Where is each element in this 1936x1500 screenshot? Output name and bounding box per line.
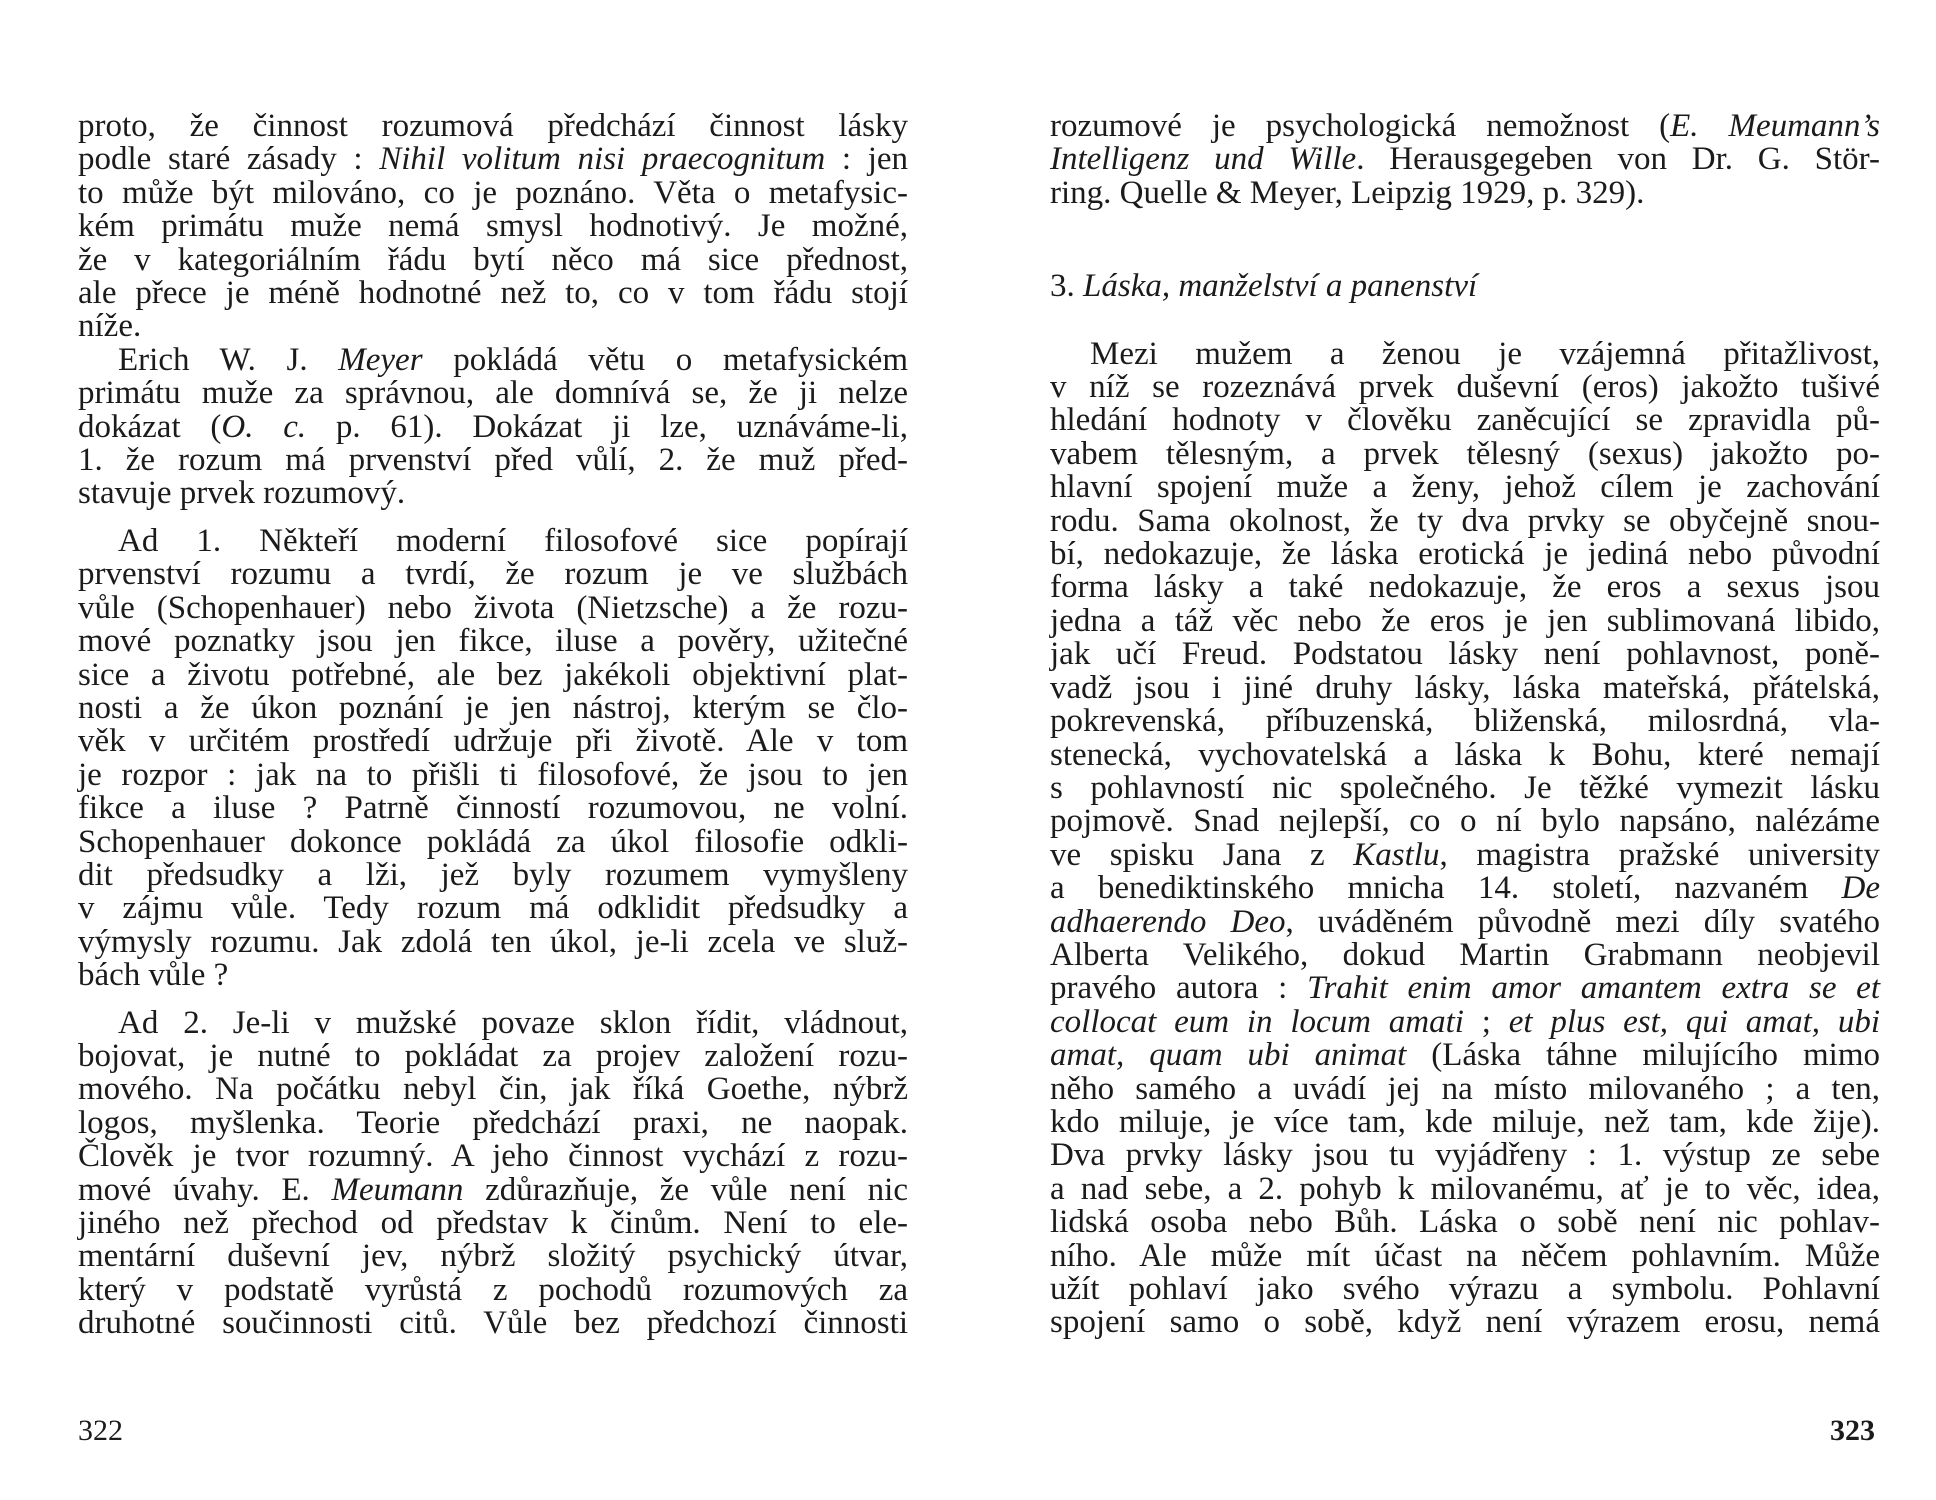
text-line: Mezi mužem a ženou je vzájemná přitažlivost,	[1090, 335, 1880, 372]
text-line: vabem tělesným, a prvek tělesný (sexus) jakožto po-	[1050, 435, 1880, 472]
text-line: amat, quam ubi animat (Láska táhne milujícího mimo	[1050, 1037, 1880, 1074]
text-line: Alberta Velikého, dokud Martin Grabmann neobjevil	[1050, 936, 1880, 973]
text-line: Intelligenz und Wille. Herausgegeben von Dr. G. Stör-	[1050, 141, 1880, 178]
text-line: ního. Ale může mít účast na něčem pohlavním. Může	[1050, 1237, 1880, 1274]
text-line: Schopenhauer dokonce pokládá za úkol filosofie odkli-	[78, 823, 908, 860]
text-line: v níž se rozeznává prvek duševní (eros) jakožto tušivé	[1050, 369, 1880, 406]
section-heading: 3. Láska, manželství a panenství	[1050, 268, 1478, 305]
text-line: 1. že rozum má prvenství před vůlí, 2. že muž před-	[78, 442, 908, 479]
text-line: je rozpor : jak na to přišli ti filosofové, že jsou to jen	[78, 756, 908, 793]
text-line: ale přece je méně hodnotné než to, co v tom řádu stojí	[78, 275, 908, 312]
text-line: ve spisku Jana z Kastlu, magistra pražské university	[1050, 836, 1880, 873]
text-line: stenecká, vychovatelská a láska k Bohu, které nemají	[1050, 736, 1880, 773]
page-number-left: 322	[78, 1414, 123, 1447]
text-line: lidská osoba nebo Bůh. Láska o sobě není nic pohlav-	[1050, 1204, 1880, 1241]
text-line: to může být milováno, co je poznáno. Věta o metafysic-	[78, 174, 908, 211]
text-line: bojovat, je nutné to pokládat za projev založení rozu-	[78, 1037, 908, 1074]
text-line: collocat eum in locum amati ; et plus est, qui amat, ubi	[1050, 1003, 1881, 1040]
text-line: primátu muže za správnou, ale domnívá se, že ji nelze	[78, 375, 908, 412]
text-line: pokrevenská, příbuzenská, bliženská, milosrdná, vla-	[1050, 703, 1880, 740]
text-line: mové úvahy. E. Meumann zdůrazňuje, že vůle není nic	[78, 1171, 908, 1208]
text-line: vadž jsou i jiné druhy lásky, láska mateřská, přátelská,	[1050, 669, 1880, 706]
text-line: kdo miluje, je více tam, kde miluje, než tam, kde žije).	[1050, 1103, 1880, 1140]
text-line: rozumové je psychologická nemožnost (E. Meumann’s	[1050, 108, 1880, 144]
text-line: něho samého a uvádí jej na místo milovaného ; a ten,	[1050, 1070, 1880, 1107]
text-line: pojmově. Snad nejlepší, co o ní bylo napsáno, nalézáme	[1050, 803, 1880, 840]
text-line: forma lásky a také nedokazuje, že eros a sexus jsou	[1050, 569, 1880, 606]
paragraph-gap	[1050, 304, 1880, 338]
page-number-right: 323	[1830, 1414, 1875, 1447]
text-line: který v podstatě vyrůstá z pochodů rozumových za	[78, 1271, 908, 1308]
text-line: bí, nedokazuje, že láska erotická je jediná nebo původní	[1050, 536, 1880, 573]
text-line: a nad sebe, a 2. pohyb k milovanému, ať je to věc, idea,	[1050, 1170, 1880, 1207]
text-line: výmysly rozumu. Jak zdolá ten úkol, je-li zcela ve služ-	[78, 923, 908, 960]
text-line: věk v určitém prostředí udržuje při životě. Ale v tom	[78, 723, 908, 760]
text-line: a benediktinského mnicha 14. století, nazvaném De	[1050, 870, 1880, 907]
paragraph-gap	[1050, 210, 1880, 270]
text-line: adhaerendo Deo, uváděném původně mezi díly svatého	[1050, 903, 1881, 940]
text-line: vůle (Schopenhauer) nebo života (Nietzsche) a že rozu-	[78, 589, 908, 626]
left-page	[78, 110, 908, 1341]
text-line: mové poznatky jsou jen fikce, iluse a pověry, užitečné	[78, 623, 908, 660]
text-line: kém primátu muže nemá smysl hodnotivý. Je možné,	[78, 208, 908, 245]
text-line: užít pohlaví jako svého výrazu a symbolu. Pohlavní	[1050, 1271, 1880, 1307]
text-line: spojení samo o sobě, když není výrazem erosu, nemá	[1050, 1304, 1880, 1341]
text-line: nosti a že úkon poznání je jen nástroj, kterým se člo-	[78, 689, 908, 726]
text-line: v zájmu vůle. Tedy rozum má odklidit předsudky a	[78, 890, 908, 927]
text-line: hledání hodnoty v člověku zaněcující se zpravidla pů-	[1050, 402, 1880, 439]
text-line: Člověk je tvor rozumný. A jeho činnost vychází z rozu-	[78, 1138, 908, 1175]
text-line: logos, myšlenka. Teorie předchází praxi, ne naopak.	[78, 1104, 908, 1141]
text-line: Dva prvky lásky jsou tu vyjádřeny : 1. výstup ze sebe	[1050, 1137, 1880, 1174]
text-line: prvenství rozumu a tvrdí, že rozum je ve službách	[78, 556, 908, 593]
text-line: že v kategoriálním řádu bytí něco má sice přednost,	[78, 241, 908, 278]
text-line: dit předsudky a lži, jež byly rozumem vymyšleny	[78, 856, 908, 893]
text-line: fikce a iluse ? Patrně činností rozumovou, ne volní.	[78, 790, 908, 827]
text-line: Erich W. J. Meyer pokládá větu o metafysickém	[118, 341, 908, 378]
text-line: ring. Quelle & Meyer, Leipzig 1929, p. 329).	[1050, 174, 1645, 211]
text-line: Ad 1. Někteří moderní filosofové sice popírají	[118, 522, 908, 559]
text-line: mového. Na počátku nebyl čin, jak říká Goethe, nýbrž	[78, 1071, 908, 1108]
text-line: jedna a táž věc nebo že eros je jen sublimovaná libido,	[1050, 602, 1880, 639]
right-page	[1050, 110, 1880, 1340]
text-line: s pohlavností nic společného. Je těžké vymezit lásku	[1050, 769, 1880, 806]
text-line: proto, že činnost rozumová předchází činnost lásky	[78, 108, 908, 144]
text-line: druhotné součinnosti citů. Vůle bez předchozí činnosti	[78, 1305, 908, 1342]
text-line: stavuje prvek rozumový.	[78, 475, 406, 512]
text-line: dokázat (O. c. p. 61). Dokázat ji lze, uznáváme-li,	[78, 408, 909, 445]
text-line: níže.	[78, 308, 142, 345]
text-line: jak učí Freud. Podstatou lásky není pohlavnost, poně-	[1050, 636, 1880, 673]
text-line: jiného než přechod od představ k činům. Není to ele-	[78, 1205, 908, 1241]
text-line: rodu. Sama okolnost, že ty dva prvky se obyčejně snou-	[1050, 502, 1880, 539]
text-line: Ad 2. Je-li v mužské povaze sklon řídit, vládnout,	[118, 1004, 908, 1041]
text-line: pravého autora : Trahit enim amor amantem extra se et	[1050, 970, 1880, 1007]
text-line: sice a životu potřebné, ale bez jakékoli objektivní plat-	[78, 656, 908, 693]
text-line: bách vůle ?	[78, 957, 229, 994]
text-line: mentární duševní jev, nýbrž složitý psychický útvar,	[78, 1238, 908, 1275]
text-line: podle staré zásady : Nihil volitum nisi praecognitum : jen	[78, 141, 909, 178]
text-line: hlavní spojení muže a ženy, jehož cílem je zachování	[1050, 469, 1880, 506]
